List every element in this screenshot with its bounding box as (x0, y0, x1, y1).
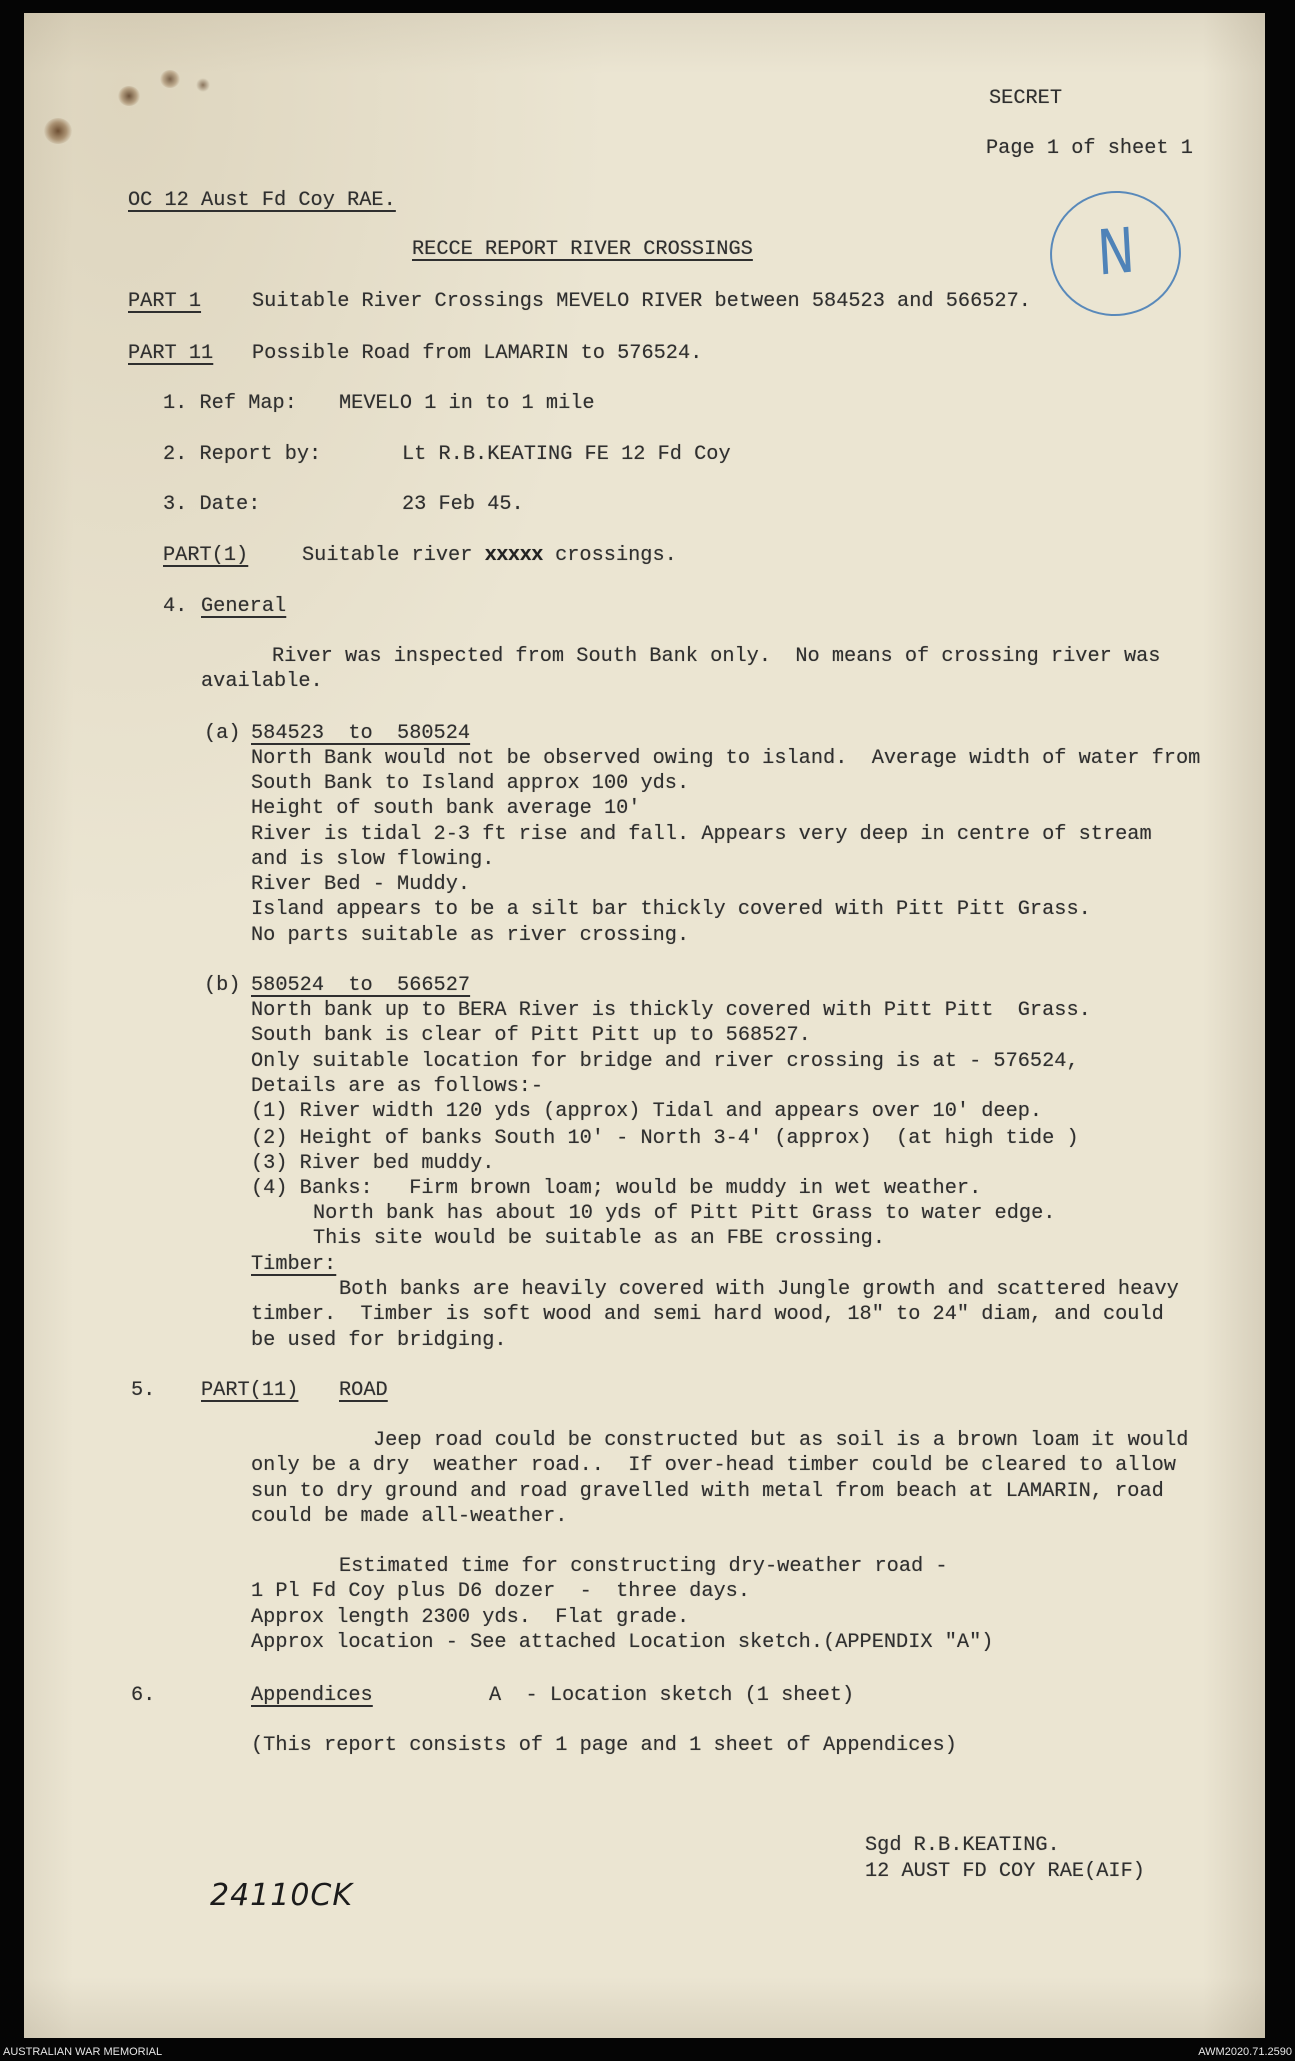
timber-heading: Timber: (251, 1253, 337, 1276)
classification-mark: SECRET (989, 87, 1063, 110)
footer-institution: AUSTRALIAN WAR MEMORIAL (3, 2046, 163, 2058)
section-b-line: North bank up to BERA River is thickly covered with Pitt Pitt Grass. (251, 999, 1091, 1022)
appendices-note: (This report consists of 1 page and 1 sheet of Appendices) (251, 1734, 957, 1757)
section-b-line: North bank has about 10 yds of Pitt Pitt Grass to water edge. (313, 1202, 1056, 1225)
section-b-line: (2) Height of banks South 10' - North 3-4' (approx) (at high tide ) (251, 1127, 1079, 1150)
timber-line: be used for bridging. (251, 1329, 507, 1352)
section-a-line: North Bank would not be observed owing to island. Average width of water from (251, 747, 1201, 770)
stain-mark (196, 78, 210, 92)
addressee: OC 12 Aust Fd Coy RAE. (128, 189, 396, 212)
part1-text-after: crossings. (542, 544, 677, 567)
footer-accession-number: AWM2020.71.2590 (1198, 2046, 1292, 2058)
general-line: available. (201, 670, 323, 693)
detail-label: 2. Report by: (163, 443, 322, 466)
signature-name: Sgd R.B.KEATING. (865, 1834, 1060, 1857)
subsection-marker: (a) (204, 722, 241, 745)
section-a-line: River is tidal 2-3 ft rise and fall. Appears very deep in centre of stream (251, 823, 1152, 846)
estimate-line: Approx location - See attached Location sketch.(APPENDIX "A") (251, 1631, 994, 1654)
road-part-label: PART(11) (201, 1379, 299, 1402)
appendix-item: A - Location sketch (1 sheet) (489, 1684, 855, 1707)
road-line: Jeep road could be constructed but as soil is a brown loam it would (373, 1429, 1189, 1452)
part1-text-before: Suitable river (302, 544, 485, 567)
estimate-line: 1 Pl Fd Coy plus D6 dozer - three days. (251, 1580, 750, 1603)
subsection-heading: 584523 to 580524 (251, 722, 471, 745)
subsection-heading: 580524 to 566527 (251, 974, 471, 997)
subsection-marker: (b) (204, 974, 241, 997)
summary-part-text: Possible Road from LAMARIN to 576524. (252, 342, 703, 365)
part1-text (302, 544, 677, 568)
summary-part-label: PART 1 (128, 290, 202, 313)
section-b-line: Only suitable location for bridge and river crossing is at - 576524, (251, 1050, 1079, 1073)
section-b-line: (3) River bed muddy. (251, 1152, 495, 1175)
appendices-heading: Appendices (251, 1684, 373, 1707)
section-number: 6. (131, 1684, 156, 1707)
road-heading: ROAD (339, 1379, 388, 1402)
detail-value: 23 Feb 45. (402, 493, 524, 516)
timber-line: timber. Timber is soft wood and semi hard wood, 18" to 24" diam, and could (251, 1303, 1164, 1326)
section-a-line: Island appears to be a silt bar thickly covered with Pitt Pitt Grass. (251, 898, 1091, 921)
section-a-line: No parts suitable as river crossing. (251, 924, 690, 947)
general-line: River was inspected from South Bank only. No means of crossing river was (272, 645, 1161, 668)
section-b-line: This site would be suitable as an FBE crossing. (313, 1227, 886, 1250)
estimate-line: Approx length 2300 yds. Flat grade. (251, 1606, 690, 1629)
section-a-line: South Bank to Island approx 100 yds. (251, 772, 690, 795)
section-b-line: (4) Banks: Firm brown loam; would be muddy in wet weather. (251, 1177, 982, 1200)
road-line: only be a dry weather road.. If over-head timber could be cleared to allow (251, 1454, 1176, 1477)
summary-part-text: Suitable River Crossings MEVELO RIVER between 584523 and 566527. (252, 290, 1031, 313)
stain-mark (118, 86, 140, 106)
section-number: 4. (163, 595, 188, 618)
summary-part-label: PART 11 (128, 342, 214, 365)
stain-mark (160, 70, 180, 88)
stamp-letter: N (1095, 213, 1137, 290)
section-a-line: Height of south bank average 10' (251, 797, 641, 820)
section-a-line: and is slow flowing. (251, 848, 495, 871)
detail-value: Lt R.B.KEATING FE 12 Fd Coy (402, 443, 731, 466)
detail-label: 1. Ref Map: (163, 392, 297, 415)
section-a-line: River Bed - Muddy. (251, 873, 471, 896)
detail-label: 3. Date: (163, 493, 261, 516)
detail-value: MEVELO 1 in to 1 mile (339, 392, 595, 415)
road-line: sun to dry ground and road gravelled with metal from beach at LAMARIN, road (251, 1480, 1164, 1503)
section-b-line: (1) River width 120 yds (approx) Tidal and appears over 10' deep. (251, 1100, 1043, 1123)
road-line: could be made all-weather. (251, 1505, 568, 1528)
handwritten-reference: 24110CK (210, 1878, 354, 1913)
signature-unit: 12 AUST FD COY RAE(AIF) (865, 1860, 1145, 1883)
document-title: RECCE REPORT RIVER CROSSINGS (412, 238, 753, 261)
estimate-line: Estimated time for constructing dry-weather road - (339, 1555, 948, 1578)
page-reference: Page 1 of sheet 1 (986, 137, 1193, 160)
struck-out-text: xxxxx (484, 544, 543, 567)
timber-line: Both banks are heavily covered with Jungle growth and scattered heavy (339, 1278, 1179, 1301)
section-b-line: Details are as follows:- (251, 1075, 544, 1098)
stain-mark (44, 118, 72, 144)
general-heading: General (201, 595, 287, 618)
section-b-line: South bank is clear of Pitt Pitt up to 568527. (251, 1024, 811, 1047)
section-number: 5. (131, 1379, 156, 1402)
part1-label: PART(1) (163, 544, 249, 567)
